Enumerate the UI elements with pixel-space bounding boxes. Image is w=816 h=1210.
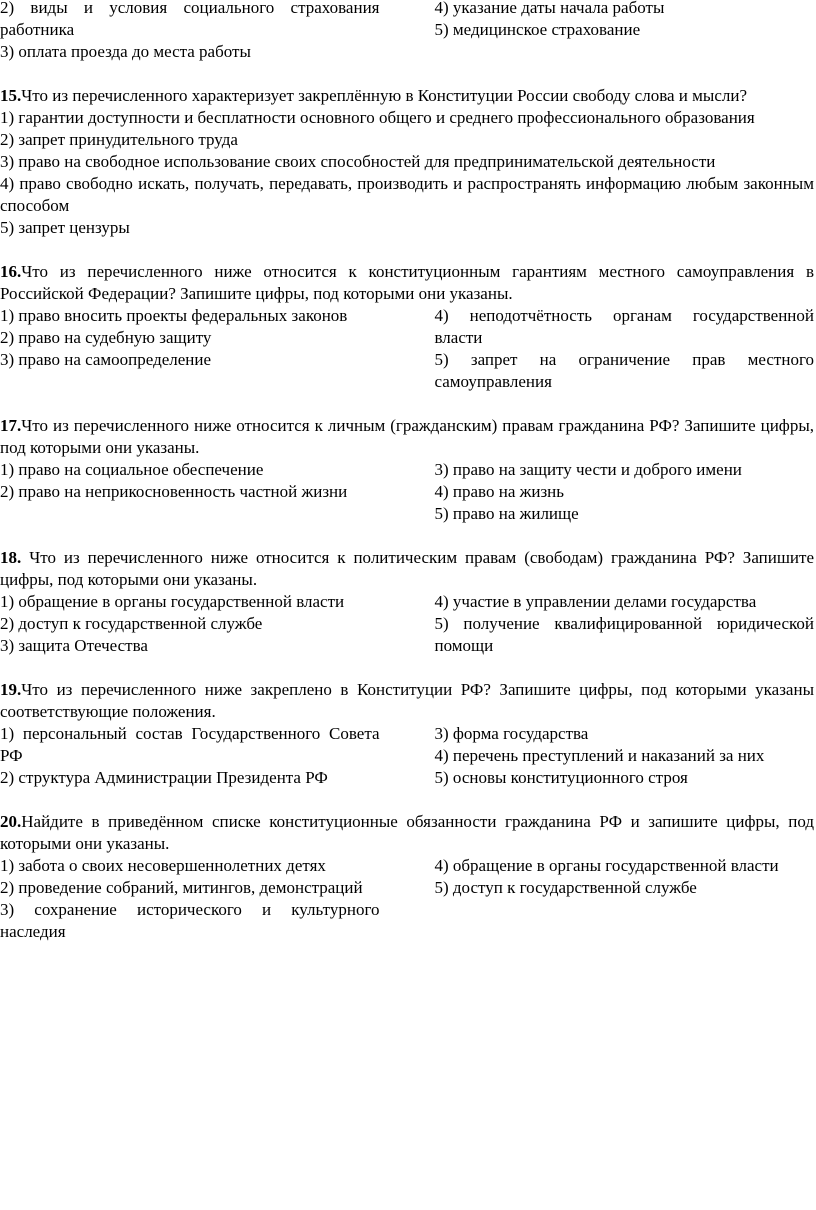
- option: 2) запрет принудительного труда: [0, 130, 238, 149]
- question-text: 15.Что из перечисленного характеризует закреплённую в Конституции России свободу слова и мысли?: [0, 86, 747, 105]
- question-15: [0, 85, 814, 239]
- question-number: 17.: [0, 416, 22, 435]
- options-right: [435, 305, 815, 393]
- answer-options: [0, 855, 814, 943]
- question-number: 16.: [0, 262, 22, 281]
- option: 1) забота о своих несовершеннолетних детях: [0, 856, 326, 875]
- option: 3) право на свободное использование своих способностей для предпринимательской деятельности: [0, 152, 716, 171]
- question-19: [0, 679, 814, 789]
- options-left: [0, 723, 380, 789]
- option: 5) получение квалифицированной юридической помощи: [434, 614, 814, 655]
- option: 3) сохранение исторического и культурного наследия: [0, 900, 380, 941]
- question-text: 16.Что из перечисленного ниже относится к конституционным гарантиям местного самоуправления в Российской Федерации? Запишите цифры, под которыми они указаны.: [0, 262, 814, 303]
- question-20: [0, 811, 814, 943]
- option: 4) обращение в органы государственной власти: [434, 856, 779, 875]
- option: 2) право на судебную защиту: [0, 328, 212, 347]
- option: 5) запрет на ограничение прав местного самоуправления: [434, 350, 814, 391]
- option: 4) участие в управлении делами государства: [434, 592, 757, 611]
- option: 1) право на социальное обеспечение: [0, 460, 264, 479]
- option: 5) запрет цензуры: [0, 218, 130, 237]
- question-text: 17.Что из перечисленного ниже относится к личным (гражданским) правам гражданина РФ? Запишите цифры, под которыми они указаны.: [0, 416, 814, 457]
- question-18: [0, 547, 814, 657]
- question-text: 19.Что из перечисленного ниже закреплено в Конституции РФ? Запишите цифры, под которыми указаны соответствующие положения.: [0, 680, 814, 721]
- question-number: 20.: [0, 812, 22, 831]
- option: 3) защита Отечества: [0, 636, 148, 655]
- question-number: 19.: [0, 680, 22, 699]
- answer-options: [0, 591, 814, 657]
- option: 4) перечень преступлений и наказаний за них: [434, 746, 765, 765]
- answer-options-top: [0, 0, 814, 63]
- question-text: 18. Что из перечисленного ниже относится к политическим правам (свободам) гражданина РФ? Запишите цифры, под которыми они указаны.: [0, 548, 815, 589]
- answer-options: [0, 459, 814, 525]
- option: 1) право вносить проекты федеральных законов: [0, 306, 348, 325]
- option: 5) доступ к государственной службе: [434, 878, 697, 897]
- options-left: [0, 305, 380, 393]
- options-left: [0, 855, 380, 943]
- option: 3) форма государства: [434, 724, 589, 743]
- question-text: 20.Найдите в приведённом списке конституционные обязанности гражданина РФ и запишите цифры, под которыми они указаны.: [0, 812, 814, 853]
- option: 5) право на жилище: [434, 504, 579, 523]
- option: 2) структура Администрации Президента РФ: [0, 768, 328, 787]
- answer-options: [0, 723, 814, 789]
- option: 1) персональный состав Государственного Совета РФ: [0, 724, 380, 765]
- option: 3) оплата проезда до места работы: [0, 42, 251, 61]
- option: 2) виды и условия социального страхования работника: [0, 0, 380, 39]
- options-right: [435, 591, 815, 657]
- option: 2) проведение собраний, митингов, демонстраций: [0, 878, 363, 897]
- option: 2) право на неприкосновенность частной жизни: [0, 482, 348, 501]
- option: 1) гарантии доступности и бесплатности основного общего и среднего профессионального образования: [0, 108, 755, 127]
- option: 1) обращение в органы государственной власти: [0, 592, 345, 611]
- option: 2) доступ к государственной службе: [0, 614, 263, 633]
- question-16: [0, 261, 814, 393]
- options-right: [435, 0, 815, 63]
- question-number: 15.: [0, 86, 22, 105]
- option: 4) указание даты начала работы: [434, 0, 665, 17]
- options-left: [0, 459, 380, 525]
- answer-options: [0, 305, 814, 393]
- option: 5) основы конституционного строя: [434, 768, 688, 787]
- options-right: [435, 723, 815, 789]
- option: 4) неподотчётность органам государственной власти: [434, 306, 814, 347]
- options-left: [0, 0, 380, 63]
- option: 3) право на защиту чести и доброго имени: [434, 460, 742, 479]
- options-right: [435, 855, 815, 943]
- options-right: [435, 459, 815, 525]
- option: 4) право свободно искать, получать, передавать, производить и распространять информацию любым законным способом: [0, 174, 814, 215]
- question-number: 18.: [0, 548, 22, 567]
- option: 5) медицинское страхование: [434, 20, 641, 39]
- option: 4) право на жизнь: [434, 482, 565, 501]
- options-left: [0, 591, 380, 657]
- question-17: [0, 415, 814, 525]
- option: 3) право на самоопределение: [0, 350, 212, 369]
